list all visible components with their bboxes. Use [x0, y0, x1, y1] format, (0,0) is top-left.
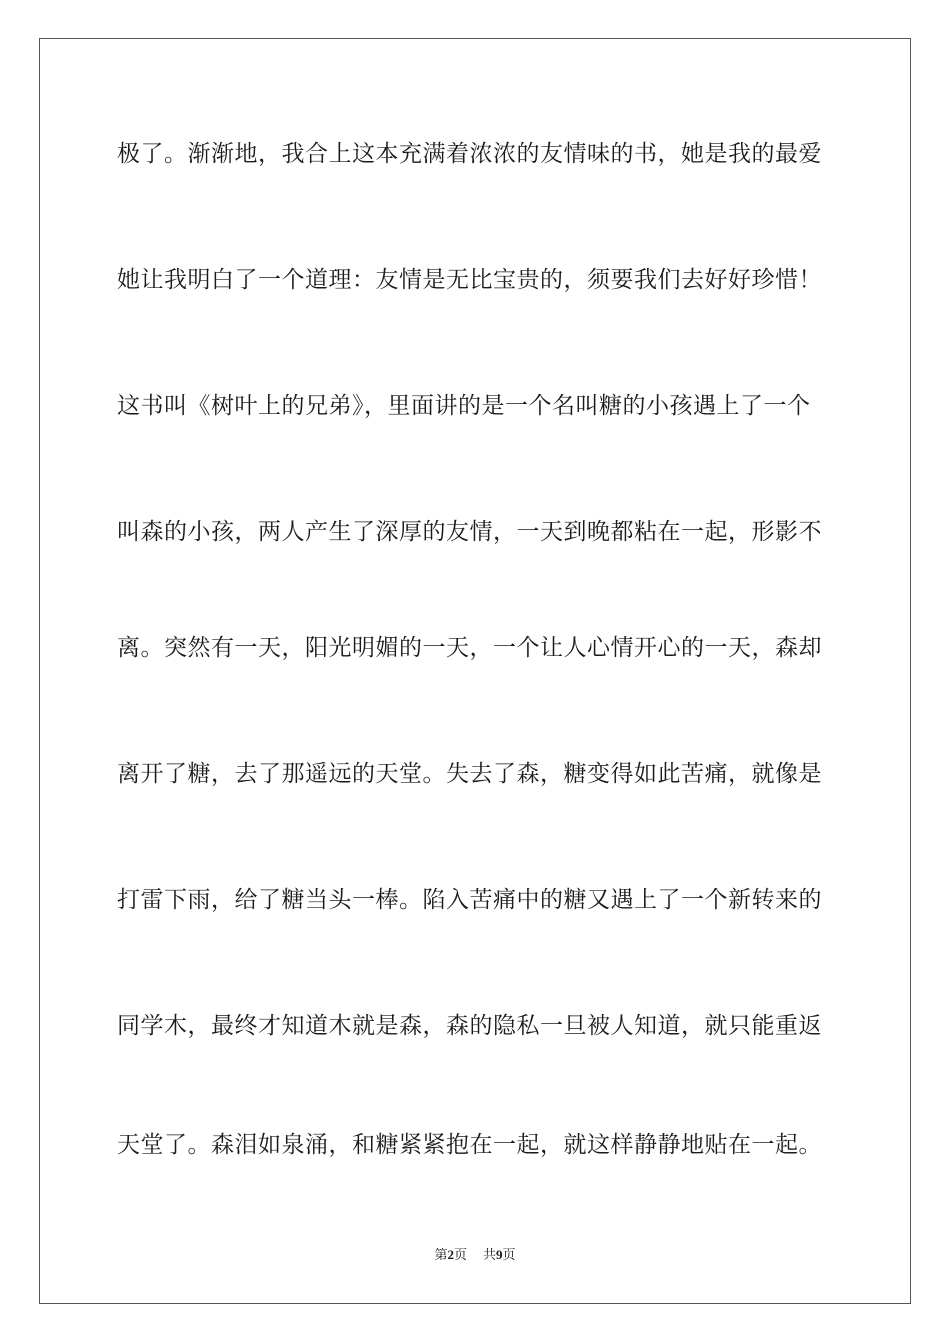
- footer-total-pages: 9: [496, 1247, 503, 1262]
- body-line-2: 她让我明白了一个道理：友情是无比宝贵的，须要我们去好好珍惜！: [117, 267, 822, 293]
- body-line-9: 天堂了。森泪如泉涌，和糖紧紧抱在一起，就这样静静地贴在一起。: [117, 1132, 822, 1158]
- body-line-7: 打雷下雨，给了糖当头一棒。陷入苦痛中的糖又遇上了一个新转来的: [117, 887, 822, 913]
- page-footer: [0, 1246, 950, 1265]
- body-line-4: 叫森的小孩，两人产生了深厚的友情，一天到晚都粘在一起，形影不: [117, 519, 822, 545]
- footer-total-prefix: 共: [483, 1248, 497, 1263]
- footer-page-suffix: 页: [453, 1248, 467, 1263]
- body-line-8: 同学木，最终才知道木就是森，森的隐私一旦被人知道，就只能重返: [117, 1013, 822, 1039]
- footer-page-number: 2: [447, 1247, 454, 1262]
- footer-total-suffix: 页: [502, 1248, 516, 1263]
- body-line-5: 离。突然有一天，阳光明媚的一天，一个让人心情开心的一天，森却: [117, 635, 822, 661]
- body-line-1: 极了。渐渐地，我合上这本充满着浓浓的友情味的书，她是我的最爱: [117, 141, 822, 167]
- footer-page-prefix: 第: [434, 1248, 448, 1263]
- body-line-6: 离开了糖，去了那遥远的天堂。失去了森，糖变得如此苦痛，就像是: [117, 761, 822, 787]
- page-border: [39, 38, 911, 1304]
- body-line-3: 这书叫《树叶上的兄弟》，里面讲的是一个名叫糖的小孩遇上了一个: [117, 393, 811, 419]
